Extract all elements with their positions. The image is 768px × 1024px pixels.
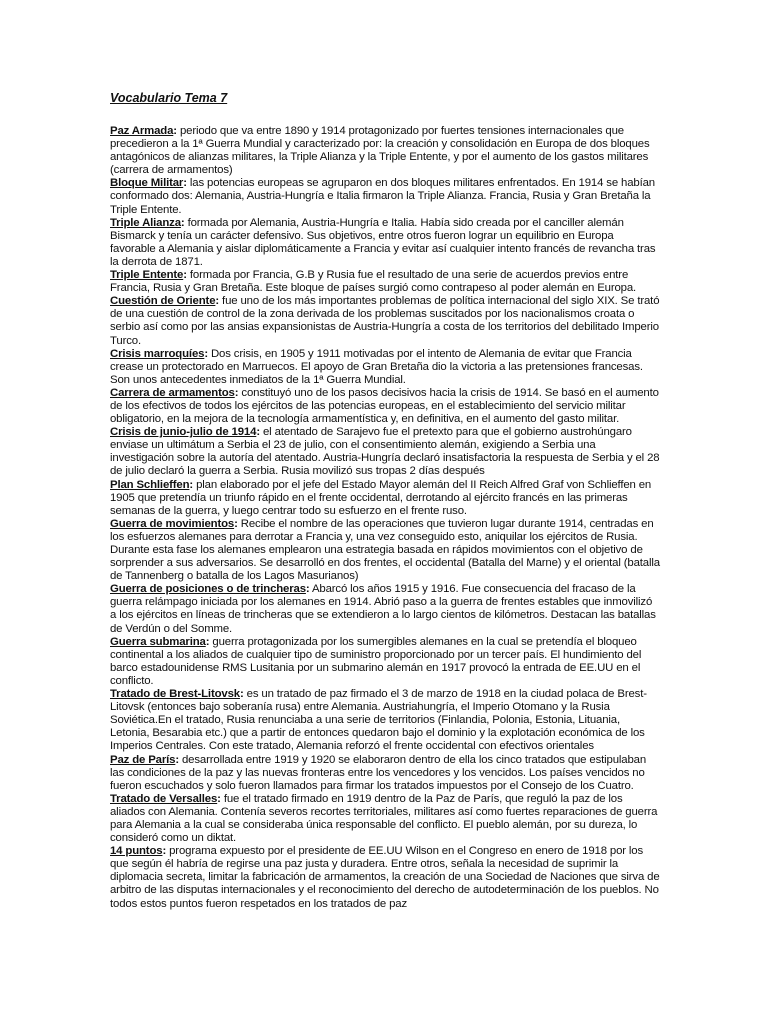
entry-definition: constituyó uno de los pasos decisivos hacia la crisis de 1914. Se basó en el aumento de los efectivos de todos los ejércitos de las potencias europeas, en el establecimiento del servicio militar obligatorio, en la mejora de la tecnología armamentística y, en definitiva, en el aumento del gasto militar.: [110, 386, 659, 426]
document-page: [110, 91, 660, 911]
vocabulary-list: [110, 125, 660, 911]
entry-term: Crisis de junio-julio de 1914: [110, 426, 257, 439]
entry-definition: formada por Francia, G.B y Rusia fue el resultado de una serie de acuerdos previos entre Francia, Rusia y Gran Bretaña. Este bloque de países surgió como contrapeso al poder alemán en Europa.: [110, 269, 637, 295]
vocabulary-entry: [110, 688, 660, 753]
entry-separator: :: [173, 125, 177, 137]
entry-term: Guerra submarina: [110, 635, 206, 648]
entry-separator: :: [175, 753, 179, 766]
vocabulary-entry: [110, 754, 660, 793]
entry-term: Guerra de movimientos: [110, 517, 235, 530]
entry-separator: :: [234, 517, 238, 530]
entry-definition: fue uno de los más importantes problemas de política internacional del siglo XIX. Se trató de una cuestión de control de la zona derivada de los problemas suscitados por los nacionalismos croata o serbio así como por las ansias expansionistas de Austria-Hungría a costa de los territorios del debilitado Imperio Turco.: [110, 295, 660, 347]
entry-definition: el atentado de Sarajevo fue el pretexto para que el gobierno austrohúngaro enviase un ultimátum a Serbia el 23 de julio, con el consentimiento alemán, exigiendo a Serbia una investigación sobre la autoría del atentado. Austria-Hungría declaró insatisfactoria la respuesta de Serbia y el 28 de julio declaró la guerra a Serbia. Rusia movilizó sus tropas 2 días después: [110, 426, 660, 478]
entry-term: Bloque Militar: [110, 177, 184, 190]
entry-separator: :: [234, 386, 239, 399]
entry-term: 14 puntos: [110, 845, 163, 858]
entry-term: Paz Armada: [110, 125, 174, 137]
entry-separator: :: [183, 269, 187, 282]
entry-definition: programa expuesto por el presidente de EE.UU Wilson en el Congreso en enero de 1918 por los que según él habría de regirse una paz justa y duradera. Entre otros, señala la necesidad de suprimir la diplomacia secreta, limitar la fabricación de armamentos, la creación de una Sociedad de Naciones que sirva de arbitro de las disputas internacionales y el reconocimiento del derecho de autodeterminación de los pueblos. No todos estos puntos fueron respetados en los tratados de paz: [110, 845, 660, 910]
entry-separator: :: [189, 478, 194, 491]
vocabulary-entry: [110, 269, 660, 295]
entry-definition: Dos crisis, en 1905 y 1911 motivadas por el intento de Alemania de evitar que Francia crease un protectorado en Marruecos. El apoyo de Gran Bretaña dio la victoria a las pretensiones francesas. Son unos antecedentes inmediatos de la 1ª Guerra Mundial.: [110, 347, 643, 386]
entry-definition: plan elaborado por el jefe del Estado Mayor alemán del II Reich Alfred Graf von Schlieffen en 1905 que pretendía un triunfo rápido en el frente occidental, derrotando al ejército francés en las primeras semanas de la guerra, y luego centrar todo su esfuerzo en el frente ruso.: [110, 478, 652, 517]
vocabulary-entry: [110, 518, 660, 583]
entry-separator: :: [215, 295, 220, 308]
entry-term: Crisis marroquíes: [110, 347, 205, 360]
vocabulary-entry: [110, 217, 660, 269]
vocabulary-entry: [110, 845, 660, 910]
entry-term: Plan Schlieffen: [110, 478, 190, 491]
vocabulary-entry: [110, 295, 660, 347]
entry-term: Carrera de armamentos: [110, 386, 235, 399]
entry-definition: fue el tratado firmado en 1919 dentro de la Paz de París, que reguló la paz de los aliados con Alemania. Contenía severos recortes territoriales, militares así como fuertes reparaciones de guerra para Alemania a la cual se consideraba única responsable del conflicto. El pueblo alemán, por su dureza, lo consideró como un diktat.: [110, 792, 658, 845]
entry-separator: :: [256, 426, 260, 439]
entry-definition: Abarcó los años 1915 y 1916. Fue consecuencia del fracaso de la guerra relámpago iniciada por los alemanes en 1914. Abrió paso a la guerra de frentes estables que inmovilizó a los ejércitos en líneas de trincheras que se extendieron a lo largo cientos de kilómetros. Destacan las batallas de Verdún o del Somme.: [110, 583, 656, 635]
entry-definition: formada por Alemania, Austria-Hungría e Italia. Había sido creada por el canciller alemán Bismarck y tenía un carácter defensivo. Sus objetivos, entre otros fueron lograr un equilibrio en Europa favorable a Alemania y aislar diplomáticamente a Francia y evitar así cualquier intento francés de revancha tras la derrota de 1871.: [110, 216, 656, 268]
entry-separator: :: [305, 583, 310, 596]
entry-definition: periodo que va entre 1890 y 1914 protagonizado por fuertes tensiones internacionales que precedieron a la 1ª Guerra Mundial y caracterizado por: la creación y consolidación en Europa de dos bloques antagónicos de alianzas militares, la Triple Alianza y la Triple Entente, y por el aumento de los gastos militares (carrera de armamentos): [110, 125, 650, 177]
entry-definition: desarrollada entre 1919 y 1920 se elaboraron dentro de ella los cinco tratados que estipulaban las condiciones de la paz y las nuevas fronteras entre los vencedores y los vencidos. Los países vencidos no fueron escuchados y solo fueron llamados para firmar los tratados impuestos por el Consejo de los Cuatro.: [110, 753, 647, 792]
entry-term: Tratado de Brest-Litovsk: [110, 688, 240, 701]
entry-separator: :: [162, 845, 167, 858]
vocabulary-entry: [110, 125, 660, 177]
entry-definition: las potencias europeas se agruparon en dos bloques militares enfrentados. En 1914 se habían conformado dos: Alemania, Austria-Hungría e Italia firmaron la Triple Alianza. Francia, Rusia y Gran Bretaña la Triple Entente.: [110, 177, 655, 216]
vocabulary-entry: [110, 348, 660, 387]
vocabulary-entry: [110, 479, 660, 518]
vocabulary-entry: [110, 387, 660, 426]
entry-separator: :: [183, 177, 187, 190]
entry-separator: :: [217, 792, 221, 805]
entry-term: Paz de París: [110, 753, 176, 766]
document-title: Vocabulario Tema 7: [110, 91, 228, 105]
entry-definition: es un tratado de paz firmado el 3 de marzo de 1918 en la ciudad polaca de Brest-Litovsk (entonces bajo soberanía rusa) entre Alemania. Austriahungría, el Imperio Otomano y la Rusia Soviética.En el tratado, Rusia renunciaba a una serie de territorios (Finlandia, Polonia, Estonia, Lituania, Letonia, Besarabia etc.) que a partir de entonces quedaron bajo el dominio y la explotación económica de los Imperios Centrales. Con este tratado, Alemania reforzó el frente occidental con efectivos orientales: [110, 688, 647, 753]
entry-definition: guerra protagonizada por los sumergibles alemanes en la cual se pretendía el bloqueo continental a los aliados de cualquier tipo de suministro proporcionado por un tercer país. El hundimiento del barco estadounidense RMS Lusitania por un submarino alemán en 1917 provocó la entrada de EE.UU en el conflicto.: [110, 635, 642, 687]
vocabulary-entry: [110, 177, 660, 216]
entry-definition: Recibe el nombre de las operaciones que tuvieron lugar durante 1914, centradas en los esfuerzos alemanes para derrotar a Francia y, una vez conseguido esto, aniquilar los ejércitos de Rusia. Durante esta fase los alemanes emplearon una estrategia basada en rápidos movimientos con el objetivo de sorprender a sus adversarios. Se desarrolló en dos frentes, el occidental (Batalla del Marne) y el oriental (batalla de Tannenberg o batalla de los Lagos Masurianos): [110, 517, 660, 583]
vocabulary-entry: [110, 426, 660, 478]
vocabulary-entry: [110, 583, 660, 635]
vocabulary-entry: [110, 636, 660, 688]
entry-term: Guerra de posiciones o de trincheras: [110, 583, 306, 596]
entry-term: Triple Entente: [110, 269, 184, 282]
entry-separator: :: [239, 688, 244, 701]
entry-separator: :: [180, 216, 185, 229]
entry-separator: :: [204, 347, 208, 360]
entry-separator: :: [205, 635, 210, 648]
entry-term: Tratado de Versalles: [110, 792, 218, 805]
vocabulary-entry: [110, 793, 660, 845]
entry-term: Cuestión de Oriente: [110, 295, 216, 308]
entry-term: Triple Alianza: [110, 216, 181, 229]
